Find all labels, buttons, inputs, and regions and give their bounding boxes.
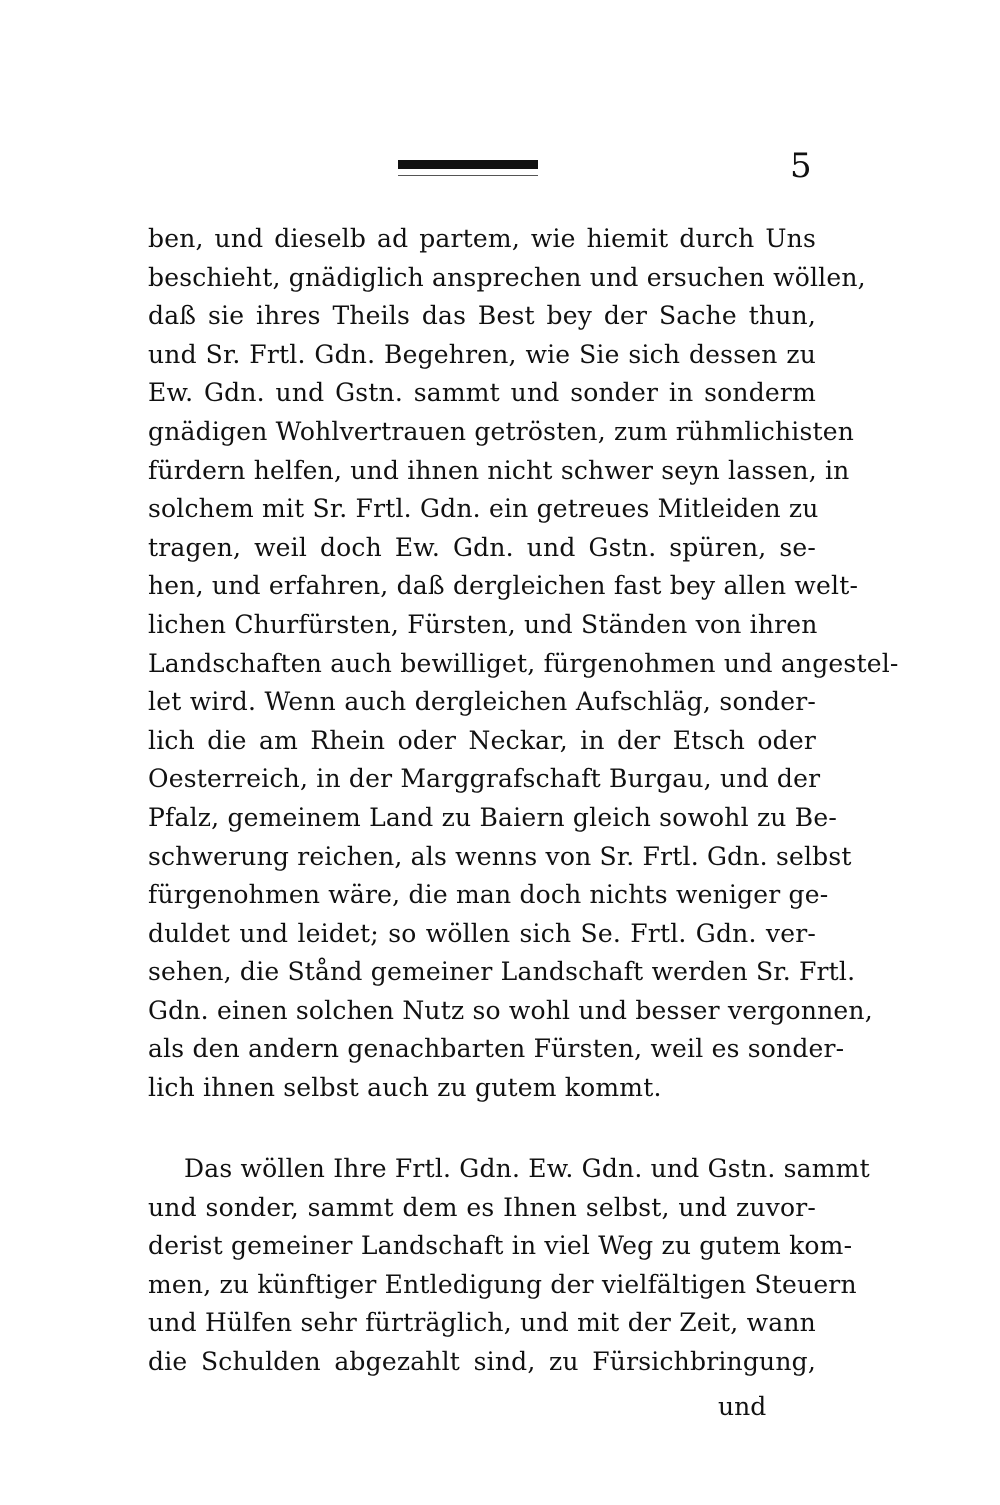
text-line: Oesterreich, in der Marggrafschaft Burgau, und der <box>148 764 821 794</box>
text-line: beschieht, gnädiglich ansprechen und ersuchen wöllen, <box>148 262 866 292</box>
text-line: tragen, weil doch Ew. Gdn. und Gstn. spüren, se- <box>148 532 816 562</box>
text-line: let wird. Wenn auch dergleichen Aufschläg, sonder- <box>148 687 816 717</box>
text-line: schwerung reichen, als wenns von Sr. Frtl. Gdn. selbst <box>148 841 852 871</box>
text-line: und Sr. Frtl. Gdn. Begehren, wie Sie sich dessen zu <box>148 339 816 369</box>
text-line: und sonder, sammt dem es Ihnen selbst, und zuvor- <box>148 1192 816 1222</box>
text-line: Ew. Gdn. und Gstn. sammt und sonder in sonderm <box>148 378 816 408</box>
header-rule-thin <box>398 175 538 176</box>
text-line: lichen Churfürsten, Fürsten, und Ständen von ihren <box>148 609 818 639</box>
text-line: fürdern helfen, und ihnen nicht schwer seyn lassen, in <box>148 455 850 485</box>
text-line: als den andern genachbarten Fürsten, weil es sonder- <box>148 1034 845 1064</box>
text-line: lich ihnen selbst auch zu gutem kommt. <box>148 1073 662 1103</box>
text-line: hen, und erfahren, daß dergleichen fast bey allen welt- <box>148 571 859 601</box>
text-line: Gdn. einen solchen Nutz so wohl und besser vergonnen, <box>148 995 873 1025</box>
page-number: 5 <box>790 146 812 186</box>
text-line: und Hülfen sehr fürträglich, und mit der Zeit, wann <box>148 1308 816 1338</box>
text-line: Pfalz, gemeinem Land zu Baiern gleich sowohl zu Be- <box>148 802 837 832</box>
text-line: Das wöllen Ihre Frtl. Gdn. Ew. Gdn. und Gstn. sammt <box>184 1154 870 1183</box>
paragraph-2 <box>148 1150 870 1382</box>
paragraph-1 <box>148 220 899 1108</box>
text-line: sehen, die Stånd gemeiner Landschaft werden Sr. Frtl. <box>148 957 856 987</box>
text-line: solchem mit Sr. Frtl. Gdn. ein getreues Mitleiden zu <box>148 494 819 524</box>
header-rule-thick <box>398 160 538 169</box>
text-line: lich die am Rhein oder Neckar, in der Etsch oder <box>148 725 816 755</box>
text-line: gnädigen Wohlvertrauen getrösten, zum rühmlichisten <box>148 416 855 446</box>
text-line: fürgenohmen wäre, die man doch nichts weniger ge- <box>148 880 829 910</box>
text-line: men, zu künftiger Entledigung der vielfältigen Steuern <box>148 1269 857 1299</box>
text-line: daß sie ihres Theils das Best bey der Sache thun, <box>148 301 816 331</box>
catchword: und <box>718 1392 767 1421</box>
text-line: ben, und dieselb ad partem, wie hiemit durch Uns <box>148 224 816 253</box>
text-line: die Schulden abgezahlt sind, zu Fürsichbringung, <box>148 1346 816 1376</box>
text-line: duldet und leidet; so wöllen sich Se. Frtl. Gdn. ver- <box>148 918 816 948</box>
text-line: derist gemeiner Landschaft in viel Weg zu gutem kom- <box>148 1231 853 1261</box>
text-line: Landschaften auch bewilliget, fürgenohmen und angestel- <box>148 648 899 678</box>
